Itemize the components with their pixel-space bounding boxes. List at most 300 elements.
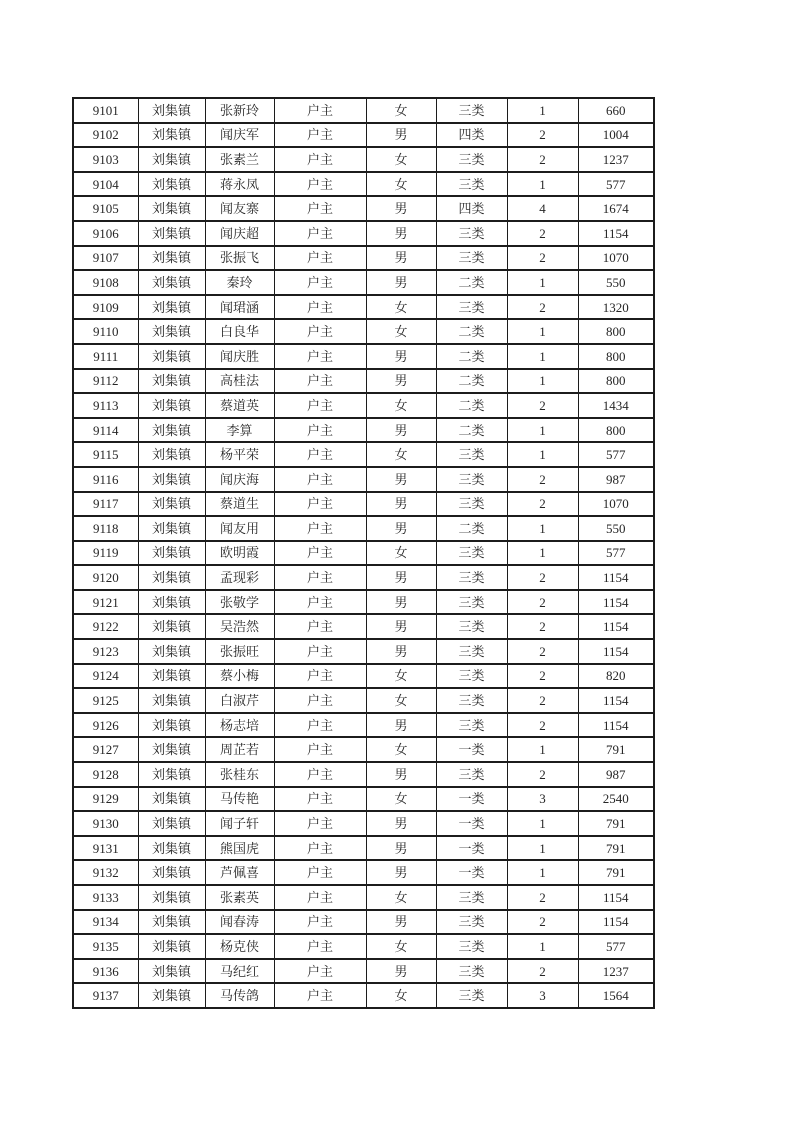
cell-amount: 577 bbox=[578, 172, 654, 197]
cell-gender: 女 bbox=[366, 787, 436, 812]
cell-amount: 550 bbox=[578, 270, 654, 295]
cell-town: 刘集镇 bbox=[138, 221, 205, 246]
cell-relation: 户主 bbox=[274, 639, 366, 664]
cell-gender: 男 bbox=[366, 270, 436, 295]
cell-town: 刘集镇 bbox=[138, 934, 205, 959]
cell-relation: 户主 bbox=[274, 516, 366, 541]
cell-name: 闻子轩 bbox=[205, 811, 274, 836]
cell-relation: 户主 bbox=[274, 221, 366, 246]
cell-count: 2 bbox=[507, 393, 578, 418]
cell-category: 一类 bbox=[436, 737, 507, 762]
cell-id: 9113 bbox=[73, 393, 138, 418]
cell-amount: 1154 bbox=[578, 885, 654, 910]
cell-town: 刘集镇 bbox=[138, 787, 205, 812]
cell-relation: 户主 bbox=[274, 295, 366, 320]
cell-relation: 户主 bbox=[274, 246, 366, 271]
cell-name: 吴浩然 bbox=[205, 614, 274, 639]
table-row bbox=[73, 246, 654, 271]
cell-relation: 户主 bbox=[274, 713, 366, 738]
cell-count: 1 bbox=[507, 172, 578, 197]
cell-name: 蔡小梅 bbox=[205, 664, 274, 689]
cell-town: 刘集镇 bbox=[138, 983, 205, 1008]
cell-gender: 男 bbox=[366, 860, 436, 885]
cell-amount: 1237 bbox=[578, 959, 654, 984]
table-body bbox=[73, 98, 654, 1008]
cell-category: 二类 bbox=[436, 344, 507, 369]
cell-town: 刘集镇 bbox=[138, 811, 205, 836]
cell-id: 9115 bbox=[73, 442, 138, 467]
cell-name: 杨克侠 bbox=[205, 934, 274, 959]
cell-relation: 户主 bbox=[274, 762, 366, 787]
cell-relation: 户主 bbox=[274, 590, 366, 615]
cell-category: 四类 bbox=[436, 196, 507, 221]
cell-gender: 男 bbox=[366, 246, 436, 271]
cell-relation: 户主 bbox=[274, 664, 366, 689]
cell-count: 1 bbox=[507, 442, 578, 467]
cell-name: 高桂法 bbox=[205, 369, 274, 394]
cell-amount: 791 bbox=[578, 860, 654, 885]
cell-id: 9123 bbox=[73, 639, 138, 664]
cell-count: 2 bbox=[507, 590, 578, 615]
cell-name: 张振飞 bbox=[205, 246, 274, 271]
cell-town: 刘集镇 bbox=[138, 319, 205, 344]
cell-count: 2 bbox=[507, 664, 578, 689]
cell-id: 9132 bbox=[73, 860, 138, 885]
cell-count: 1 bbox=[507, 737, 578, 762]
cell-amount: 1004 bbox=[578, 123, 654, 148]
cell-gender: 女 bbox=[366, 147, 436, 172]
cell-name: 蔡道生 bbox=[205, 492, 274, 517]
cell-relation: 户主 bbox=[274, 172, 366, 197]
cell-name: 欧明霞 bbox=[205, 541, 274, 566]
cell-relation: 户主 bbox=[274, 688, 366, 713]
table-row bbox=[73, 787, 654, 812]
cell-count: 2 bbox=[507, 467, 578, 492]
table-row bbox=[73, 221, 654, 246]
cell-relation: 户主 bbox=[274, 442, 366, 467]
cell-town: 刘集镇 bbox=[138, 246, 205, 271]
cell-category: 二类 bbox=[436, 270, 507, 295]
cell-amount: 1320 bbox=[578, 295, 654, 320]
cell-relation: 户主 bbox=[274, 614, 366, 639]
cell-town: 刘集镇 bbox=[138, 565, 205, 590]
cell-gender: 女 bbox=[366, 172, 436, 197]
cell-name: 蔡道英 bbox=[205, 393, 274, 418]
cell-amount: 800 bbox=[578, 369, 654, 394]
cell-name: 闻友寨 bbox=[205, 196, 274, 221]
table-row bbox=[73, 344, 654, 369]
cell-count: 1 bbox=[507, 934, 578, 959]
cell-name: 李算 bbox=[205, 418, 274, 443]
cell-id: 9104 bbox=[73, 172, 138, 197]
cell-amount: 987 bbox=[578, 762, 654, 787]
table-row bbox=[73, 123, 654, 148]
cell-gender: 男 bbox=[366, 565, 436, 590]
cell-gender: 女 bbox=[366, 983, 436, 1008]
cell-town: 刘集镇 bbox=[138, 369, 205, 394]
table-row bbox=[73, 98, 654, 123]
cell-gender: 男 bbox=[366, 762, 436, 787]
cell-amount: 1154 bbox=[578, 565, 654, 590]
cell-count: 1 bbox=[507, 270, 578, 295]
table-row bbox=[73, 565, 654, 590]
cell-category: 三类 bbox=[436, 885, 507, 910]
cell-amount: 2540 bbox=[578, 787, 654, 812]
cell-town: 刘集镇 bbox=[138, 467, 205, 492]
cell-id: 9124 bbox=[73, 664, 138, 689]
cell-id: 9105 bbox=[73, 196, 138, 221]
cell-relation: 户主 bbox=[274, 787, 366, 812]
cell-category: 一类 bbox=[436, 860, 507, 885]
cell-relation: 户主 bbox=[274, 737, 366, 762]
cell-gender: 男 bbox=[366, 713, 436, 738]
cell-town: 刘集镇 bbox=[138, 393, 205, 418]
cell-id: 9119 bbox=[73, 541, 138, 566]
cell-town: 刘集镇 bbox=[138, 959, 205, 984]
cell-category: 三类 bbox=[436, 442, 507, 467]
cell-amount: 1674 bbox=[578, 196, 654, 221]
cell-relation: 户主 bbox=[274, 123, 366, 148]
cell-town: 刘集镇 bbox=[138, 418, 205, 443]
cell-count: 2 bbox=[507, 885, 578, 910]
cell-amount: 1070 bbox=[578, 246, 654, 271]
cell-gender: 男 bbox=[366, 492, 436, 517]
cell-name: 熊国虎 bbox=[205, 836, 274, 861]
cell-name: 秦玲 bbox=[205, 270, 274, 295]
cell-amount: 1154 bbox=[578, 910, 654, 935]
cell-town: 刘集镇 bbox=[138, 147, 205, 172]
cell-id: 9137 bbox=[73, 983, 138, 1008]
cell-count: 2 bbox=[507, 147, 578, 172]
table-row bbox=[73, 614, 654, 639]
cell-name: 闻庆超 bbox=[205, 221, 274, 246]
cell-name: 张敬学 bbox=[205, 590, 274, 615]
cell-id: 9102 bbox=[73, 123, 138, 148]
cell-name: 马纪红 bbox=[205, 959, 274, 984]
cell-category: 三类 bbox=[436, 246, 507, 271]
cell-gender: 男 bbox=[366, 196, 436, 221]
cell-gender: 女 bbox=[366, 541, 436, 566]
cell-town: 刘集镇 bbox=[138, 762, 205, 787]
cell-relation: 户主 bbox=[274, 369, 366, 394]
cell-category: 三类 bbox=[436, 664, 507, 689]
table-row bbox=[73, 492, 654, 517]
cell-count: 2 bbox=[507, 123, 578, 148]
cell-id: 9101 bbox=[73, 98, 138, 123]
cell-relation: 户主 bbox=[274, 196, 366, 221]
cell-amount: 577 bbox=[578, 541, 654, 566]
table-row bbox=[73, 295, 654, 320]
cell-id: 9111 bbox=[73, 344, 138, 369]
cell-amount: 1154 bbox=[578, 639, 654, 664]
cell-id: 9114 bbox=[73, 418, 138, 443]
cell-category: 二类 bbox=[436, 418, 507, 443]
cell-gender: 男 bbox=[366, 369, 436, 394]
table-row bbox=[73, 860, 654, 885]
cell-gender: 男 bbox=[366, 344, 436, 369]
cell-id: 9136 bbox=[73, 959, 138, 984]
table-row bbox=[73, 418, 654, 443]
cell-gender: 女 bbox=[366, 442, 436, 467]
cell-gender: 男 bbox=[366, 811, 436, 836]
cell-name: 闻友用 bbox=[205, 516, 274, 541]
table-row bbox=[73, 983, 654, 1008]
cell-category: 一类 bbox=[436, 811, 507, 836]
cell-category: 二类 bbox=[436, 516, 507, 541]
cell-amount: 1237 bbox=[578, 147, 654, 172]
cell-name: 张振旺 bbox=[205, 639, 274, 664]
cell-category: 三类 bbox=[436, 762, 507, 787]
cell-id: 9134 bbox=[73, 910, 138, 935]
cell-relation: 户主 bbox=[274, 492, 366, 517]
cell-id: 9130 bbox=[73, 811, 138, 836]
cell-count: 2 bbox=[507, 762, 578, 787]
cell-relation: 户主 bbox=[274, 98, 366, 123]
cell-count: 2 bbox=[507, 246, 578, 271]
cell-category: 三类 bbox=[436, 221, 507, 246]
cell-name: 闻庆军 bbox=[205, 123, 274, 148]
cell-category: 一类 bbox=[436, 787, 507, 812]
cell-count: 2 bbox=[507, 639, 578, 664]
cell-count: 2 bbox=[507, 910, 578, 935]
cell-id: 9112 bbox=[73, 369, 138, 394]
cell-count: 1 bbox=[507, 541, 578, 566]
cell-count: 1 bbox=[507, 516, 578, 541]
cell-category: 三类 bbox=[436, 98, 507, 123]
cell-gender: 女 bbox=[366, 393, 436, 418]
cell-town: 刘集镇 bbox=[138, 885, 205, 910]
cell-town: 刘集镇 bbox=[138, 590, 205, 615]
table-row bbox=[73, 934, 654, 959]
cell-gender: 男 bbox=[366, 221, 436, 246]
cell-id: 9107 bbox=[73, 246, 138, 271]
cell-amount: 577 bbox=[578, 934, 654, 959]
cell-name: 芦佩喜 bbox=[205, 860, 274, 885]
cell-town: 刘集镇 bbox=[138, 541, 205, 566]
cell-town: 刘集镇 bbox=[138, 860, 205, 885]
cell-id: 9131 bbox=[73, 836, 138, 861]
cell-name: 张素英 bbox=[205, 885, 274, 910]
cell-name: 杨志培 bbox=[205, 713, 274, 738]
cell-town: 刘集镇 bbox=[138, 123, 205, 148]
cell-amount: 800 bbox=[578, 344, 654, 369]
cell-gender: 男 bbox=[366, 590, 436, 615]
cell-amount: 1154 bbox=[578, 221, 654, 246]
table-row bbox=[73, 688, 654, 713]
cell-category: 三类 bbox=[436, 688, 507, 713]
cell-amount: 987 bbox=[578, 467, 654, 492]
cell-id: 9125 bbox=[73, 688, 138, 713]
cell-id: 9129 bbox=[73, 787, 138, 812]
cell-gender: 女 bbox=[366, 885, 436, 910]
cell-count: 4 bbox=[507, 196, 578, 221]
cell-amount: 1154 bbox=[578, 713, 654, 738]
table-row bbox=[73, 516, 654, 541]
cell-relation: 户主 bbox=[274, 860, 366, 885]
cell-relation: 户主 bbox=[274, 393, 366, 418]
cell-gender: 女 bbox=[366, 295, 436, 320]
cell-town: 刘集镇 bbox=[138, 442, 205, 467]
cell-town: 刘集镇 bbox=[138, 295, 205, 320]
cell-amount: 791 bbox=[578, 737, 654, 762]
cell-relation: 户主 bbox=[274, 836, 366, 861]
cell-count: 3 bbox=[507, 787, 578, 812]
cell-id: 9110 bbox=[73, 319, 138, 344]
cell-relation: 户主 bbox=[274, 565, 366, 590]
cell-gender: 男 bbox=[366, 516, 436, 541]
table-row bbox=[73, 713, 654, 738]
cell-town: 刘集镇 bbox=[138, 713, 205, 738]
cell-relation: 户主 bbox=[274, 147, 366, 172]
cell-category: 三类 bbox=[436, 565, 507, 590]
table-row bbox=[73, 737, 654, 762]
cell-count: 2 bbox=[507, 713, 578, 738]
cell-name: 周芷若 bbox=[205, 737, 274, 762]
cell-town: 刘集镇 bbox=[138, 910, 205, 935]
cell-town: 刘集镇 bbox=[138, 172, 205, 197]
cell-amount: 1154 bbox=[578, 614, 654, 639]
cell-gender: 女 bbox=[366, 688, 436, 713]
cell-id: 9116 bbox=[73, 467, 138, 492]
table-row bbox=[73, 541, 654, 566]
cell-name: 张新玲 bbox=[205, 98, 274, 123]
cell-town: 刘集镇 bbox=[138, 270, 205, 295]
cell-category: 三类 bbox=[436, 541, 507, 566]
table-row bbox=[73, 762, 654, 787]
cell-gender: 女 bbox=[366, 664, 436, 689]
cell-name: 白淑芹 bbox=[205, 688, 274, 713]
cell-category: 三类 bbox=[436, 639, 507, 664]
cell-count: 1 bbox=[507, 319, 578, 344]
cell-amount: 800 bbox=[578, 418, 654, 443]
cell-amount: 660 bbox=[578, 98, 654, 123]
table-row bbox=[73, 959, 654, 984]
cell-town: 刘集镇 bbox=[138, 836, 205, 861]
cell-category: 三类 bbox=[436, 172, 507, 197]
table-row bbox=[73, 910, 654, 935]
cell-category: 三类 bbox=[436, 614, 507, 639]
table-row bbox=[73, 369, 654, 394]
cell-amount: 1154 bbox=[578, 590, 654, 615]
cell-relation: 户主 bbox=[274, 270, 366, 295]
table-row bbox=[73, 442, 654, 467]
cell-id: 9109 bbox=[73, 295, 138, 320]
table-row bbox=[73, 172, 654, 197]
table-row bbox=[73, 196, 654, 221]
cell-amount: 820 bbox=[578, 664, 654, 689]
cell-category: 四类 bbox=[436, 123, 507, 148]
cell-gender: 男 bbox=[366, 836, 436, 861]
cell-category: 二类 bbox=[436, 369, 507, 394]
cell-category: 一类 bbox=[436, 836, 507, 861]
cell-relation: 户主 bbox=[274, 959, 366, 984]
cell-town: 刘集镇 bbox=[138, 98, 205, 123]
cell-count: 2 bbox=[507, 688, 578, 713]
cell-town: 刘集镇 bbox=[138, 639, 205, 664]
cell-relation: 户主 bbox=[274, 885, 366, 910]
cell-category: 三类 bbox=[436, 713, 507, 738]
cell-relation: 户主 bbox=[274, 983, 366, 1008]
cell-amount: 550 bbox=[578, 516, 654, 541]
cell-name: 闻庆海 bbox=[205, 467, 274, 492]
cell-id: 9118 bbox=[73, 516, 138, 541]
cell-amount: 800 bbox=[578, 319, 654, 344]
cell-category: 三类 bbox=[436, 934, 507, 959]
cell-id: 9126 bbox=[73, 713, 138, 738]
cell-amount: 1070 bbox=[578, 492, 654, 517]
cell-name: 杨平荣 bbox=[205, 442, 274, 467]
cell-category: 三类 bbox=[436, 147, 507, 172]
table-row bbox=[73, 147, 654, 172]
cell-name: 闻春涛 bbox=[205, 910, 274, 935]
table-row bbox=[73, 811, 654, 836]
cell-gender: 男 bbox=[366, 614, 436, 639]
cell-name: 张素兰 bbox=[205, 147, 274, 172]
cell-name: 蒋永凤 bbox=[205, 172, 274, 197]
cell-id: 9117 bbox=[73, 492, 138, 517]
cell-amount: 791 bbox=[578, 811, 654, 836]
cell-amount: 1154 bbox=[578, 688, 654, 713]
cell-category: 二类 bbox=[436, 319, 507, 344]
cell-name: 闻珺涵 bbox=[205, 295, 274, 320]
cell-id: 9122 bbox=[73, 614, 138, 639]
table-row bbox=[73, 639, 654, 664]
cell-name: 孟现彩 bbox=[205, 565, 274, 590]
cell-town: 刘集镇 bbox=[138, 516, 205, 541]
cell-id: 9128 bbox=[73, 762, 138, 787]
cell-id: 9121 bbox=[73, 590, 138, 615]
cell-town: 刘集镇 bbox=[138, 492, 205, 517]
cell-name: 张桂东 bbox=[205, 762, 274, 787]
cell-town: 刘集镇 bbox=[138, 196, 205, 221]
cell-id: 9133 bbox=[73, 885, 138, 910]
table-row bbox=[73, 270, 654, 295]
cell-count: 2 bbox=[507, 959, 578, 984]
cell-count: 3 bbox=[507, 983, 578, 1008]
cell-name: 马传艳 bbox=[205, 787, 274, 812]
cell-count: 1 bbox=[507, 98, 578, 123]
cell-relation: 户主 bbox=[274, 811, 366, 836]
table-row bbox=[73, 590, 654, 615]
cell-count: 1 bbox=[507, 344, 578, 369]
cell-id: 9135 bbox=[73, 934, 138, 959]
cell-category: 三类 bbox=[436, 910, 507, 935]
cell-count: 2 bbox=[507, 221, 578, 246]
cell-amount: 577 bbox=[578, 442, 654, 467]
records-table bbox=[72, 97, 655, 1009]
cell-amount: 1564 bbox=[578, 983, 654, 1008]
cell-category: 三类 bbox=[436, 590, 507, 615]
cell-count: 2 bbox=[507, 614, 578, 639]
cell-town: 刘集镇 bbox=[138, 737, 205, 762]
cell-relation: 户主 bbox=[274, 344, 366, 369]
cell-amount: 1434 bbox=[578, 393, 654, 418]
cell-relation: 户主 bbox=[274, 934, 366, 959]
cell-relation: 户主 bbox=[274, 467, 366, 492]
cell-name: 白良华 bbox=[205, 319, 274, 344]
cell-gender: 女 bbox=[366, 319, 436, 344]
cell-id: 9106 bbox=[73, 221, 138, 246]
cell-gender: 女 bbox=[366, 934, 436, 959]
cell-id: 9120 bbox=[73, 565, 138, 590]
cell-amount: 791 bbox=[578, 836, 654, 861]
cell-category: 三类 bbox=[436, 983, 507, 1008]
cell-town: 刘集镇 bbox=[138, 664, 205, 689]
cell-id: 9108 bbox=[73, 270, 138, 295]
cell-id: 9103 bbox=[73, 147, 138, 172]
cell-gender: 男 bbox=[366, 959, 436, 984]
cell-name: 闻庆胜 bbox=[205, 344, 274, 369]
